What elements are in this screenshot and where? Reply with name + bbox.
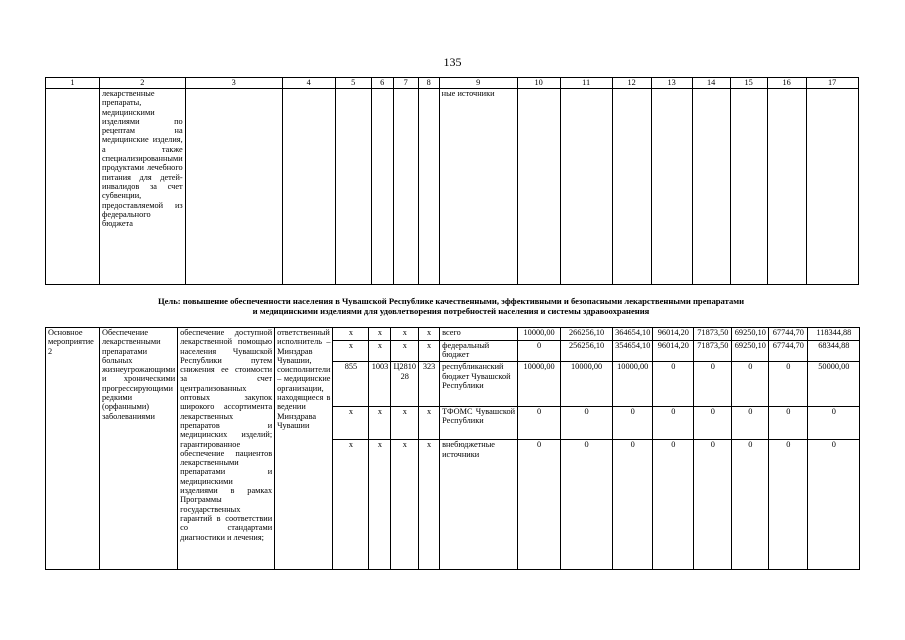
- col-header: 12: [612, 78, 651, 89]
- funding-source: республиканский бюджет Чувашской Республики: [440, 362, 518, 407]
- goal-line1: Цель: повышение обеспеченности населения в Чувашской Республике качественными, эффективными и безопасными лекарственными препаратами: [157, 296, 745, 306]
- table-row: [46, 89, 859, 285]
- measure-title: Обеспечение лекарственными препаратами больных жизнеугрожающими и хроническими прогрессирующими редкими (орфанными) заболеваниями: [100, 328, 178, 570]
- header-row: [46, 78, 859, 89]
- col-header: 2: [100, 78, 186, 89]
- goal-heading: [45, 296, 857, 316]
- col-header: 17: [806, 78, 858, 89]
- table-continuation: [45, 77, 859, 285]
- table-row: x x x x федеральный бюджет 0 256256,10 354654,10 96014,20 71873,50 69250,10 67744,70 68344,88: [46, 341, 860, 362]
- table-row: 855 1003 Ц2810 28 323 республиканский бюджет Чувашской Республики 10000,00 10000,00 10000,00 0 0 0 0 50000,00: [46, 362, 860, 407]
- funding-source: ТФОМС Чувашской Республики: [440, 406, 518, 439]
- measure-responsible: ответственный исполнитель – Минздрав Чувашии, соисполнители – медицинские организации, находящиеся в ведении Минздрава Чувашии: [275, 328, 333, 570]
- funding-source: федеральный бюджет: [440, 341, 518, 362]
- table-row: x x x x ТФОМС Чувашской Республики 0 0 0 0 0 0 0 0: [46, 406, 860, 439]
- col-header: 5: [335, 78, 371, 89]
- col-header: 14: [692, 78, 730, 89]
- goal-line2: и медицинскими изделиями для удовлетворения потребностей населения и системы здравоохранения: [252, 306, 650, 316]
- col-header: 13: [651, 78, 692, 89]
- col-header: 6: [371, 78, 393, 89]
- funding-source: всего: [440, 328, 518, 341]
- page-number: 135: [443, 55, 462, 69]
- col-header: 8: [418, 78, 439, 89]
- col-header: 7: [393, 78, 418, 89]
- col-header: 15: [730, 78, 767, 89]
- funding-source: внебюджетные источники: [440, 440, 518, 570]
- col-header: 4: [282, 78, 335, 89]
- col-header: 9: [439, 78, 517, 89]
- table-row: x x x x внебюджетные источники 0 0 0 0 0 0 0 0: [46, 440, 860, 570]
- col-header: 11: [560, 78, 612, 89]
- col-header: 16: [767, 78, 806, 89]
- table-row: Основное мероприятие 2 Обеспечение лекарственными препаратами больных жизнеугрожающими и хроническими прогрессирующими редкими (орфанными) заболеваниями обеспечение доступной лекарственной помощью населения Чувашской Республики путем снижения ее стоимости за счет централизованных оптовых закупок широкого ассортимента лекарственных препаратов и медицинских изделий; гарантированное обеспечение пациентов лекарственными препаратами и медицинскими изделиями в рамках Программы государственных гарантий в соответствии со стандартами диагностики и лечения; ответственный исполнитель – Минздрав Чувашии, соисполнители – медицинские организации, находящиеся в ведении Минздрава Чувашии x x x x всего 10000,00 266256,10 364654,10 96014,20 71873,50 69250,10 67744,70 118344,88: [46, 328, 860, 341]
- continuation-col9: ные источники: [439, 89, 517, 285]
- measure-description: обеспечение доступной лекарственной помощью населения Чувашской Республики путем снижения ее стоимости за счет централизованных оптовых закупок широкого ассортимента лекарственных препаратов и медицинских изделий; гарантированное обеспечение пациентов лекарственными препаратами и медицинскими изделиями в рамках Программы государственных гарантий в соответствии со стандартами диагностики и лечения;: [178, 328, 275, 570]
- table-measure: [45, 327, 860, 570]
- col-header: 1: [46, 78, 100, 89]
- continuation-col2: лекарственные препараты, медицинскими изделиями по рецептам на медицинские изделия, а также специализированными продуктами лечебного питания для детей-инвалидов за счет субвенции, предоставляемой из федерального бюджета: [100, 89, 186, 285]
- col-header: 10: [517, 78, 560, 89]
- col-header: 3: [185, 78, 282, 89]
- measure-name: Основное мероприятие 2: [46, 328, 100, 570]
